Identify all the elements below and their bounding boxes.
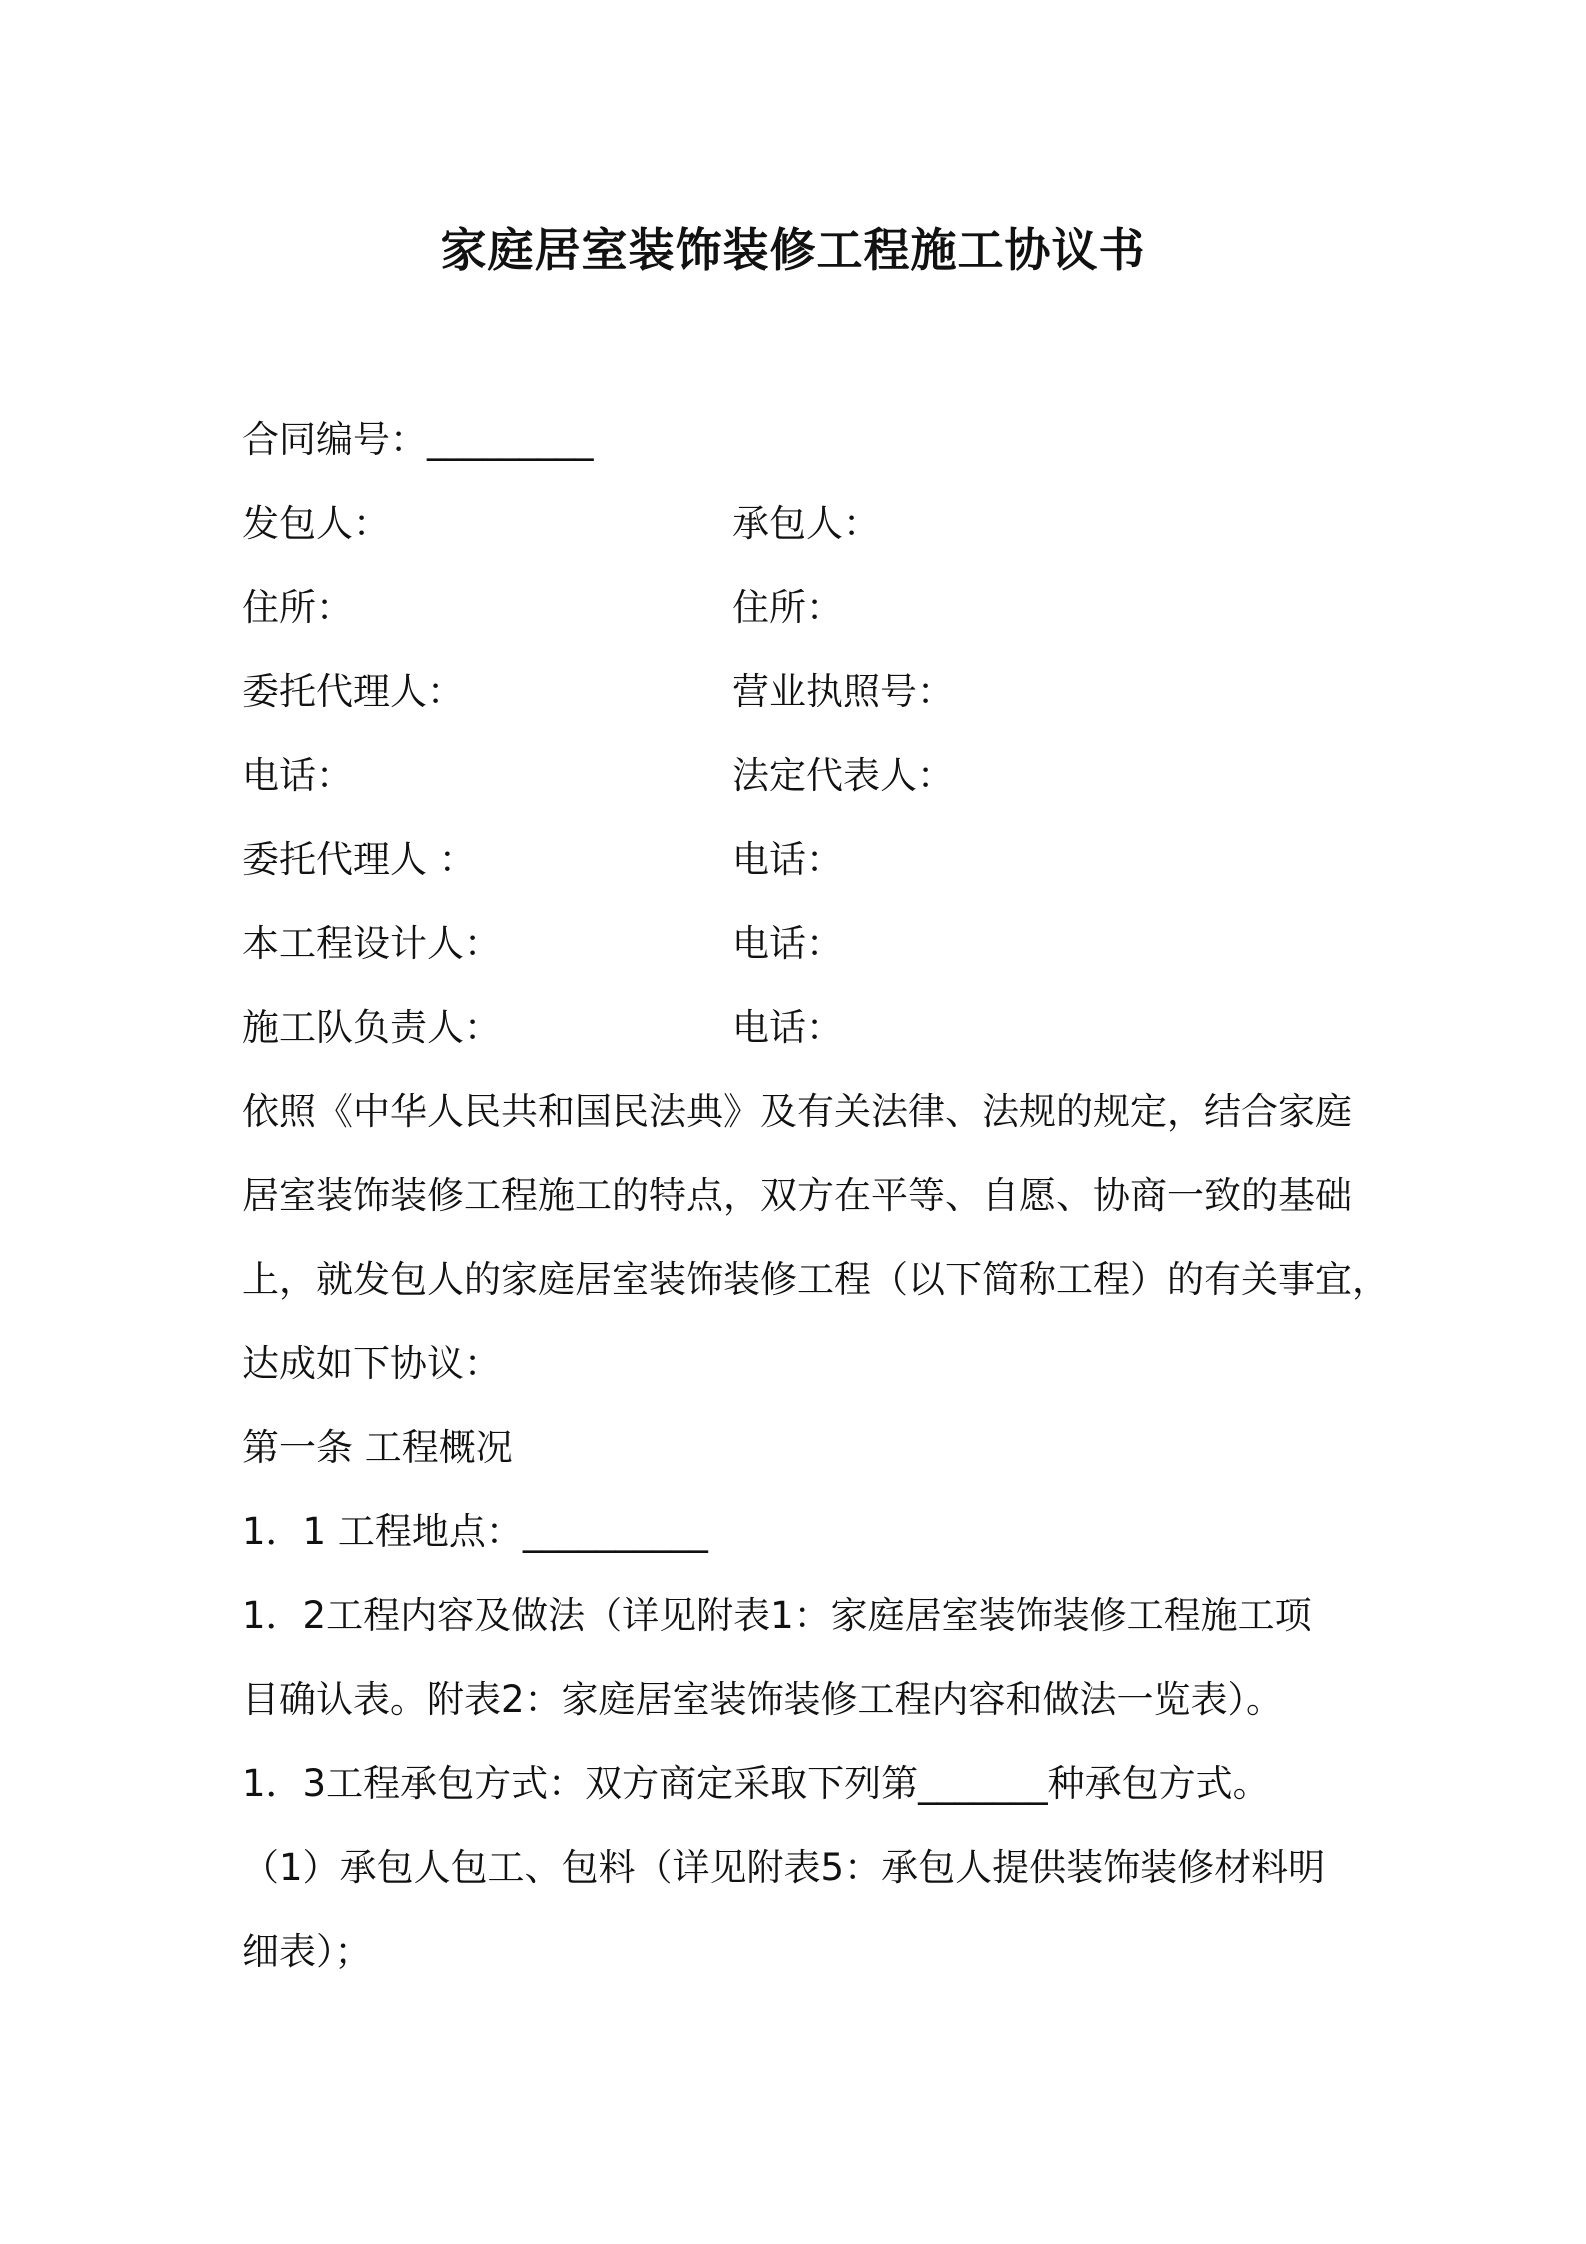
item-1-2-line-b: 目确认表。附表2：家庭居室装饰装修工程内容和做法一览表）。 xyxy=(242,1678,1284,1721)
preamble-line-2: 上，就发包人的家庭居室装饰装修工程（以下简称工程）的有关事宜， xyxy=(242,1258,1389,1301)
preamble-line-0: 依照《中华人民共和国民法典》及有关法律、法规的规定，结合家庭 xyxy=(242,1090,1352,1133)
party-right-3: 法定代表人： xyxy=(732,754,954,797)
party-left-2: 委托代理人： xyxy=(242,670,464,713)
party-left-1: 住所： xyxy=(242,586,353,629)
party-right-1: 住所： xyxy=(732,586,843,629)
document-title: 家庭居室装饰装修工程施工协议书 xyxy=(440,223,1146,277)
party-right-4: 电话： xyxy=(732,838,843,881)
item-1-3-1-line-a: （1）承包人包工、包料（详见附表5：承包人提供装饰装修材料明 xyxy=(242,1846,1326,1889)
contract-number: 合同编号：_________ xyxy=(242,418,594,461)
party-left-5: 本工程设计人： xyxy=(242,922,501,965)
party-left-6: 施工队负责人： xyxy=(242,1006,501,1049)
party-left-0: 发包人： xyxy=(242,502,390,545)
article-1-heading: 第一条 工程概况 xyxy=(242,1426,513,1469)
preamble-line-1: 居室装饰装修工程施工的特点，双方在平等、自愿、协商一致的基础 xyxy=(242,1174,1352,1217)
party-left-3: 电话： xyxy=(242,754,353,797)
party-left-4: 委托代理人 ： xyxy=(242,838,476,881)
party-right-2: 营业执照号： xyxy=(732,670,954,713)
party-right-6: 电话： xyxy=(732,1006,843,1049)
party-right-0: 承包人： xyxy=(732,502,880,545)
item-1-1: 1．1 工程地点：__________ xyxy=(242,1510,708,1553)
item-1-3-1-line-b: 细表）； xyxy=(242,1930,372,1973)
party-right-5: 电话： xyxy=(732,922,843,965)
item-1-3: 1．3工程承包方式：双方商定采取下列第_______种承包方式。 xyxy=(242,1762,1270,1805)
item-1-2-line-a: 1．2工程内容及做法（详见附表1：家庭居室装饰装修工程施工项 xyxy=(242,1594,1312,1637)
preamble-line-3: 达成如下协议： xyxy=(242,1342,501,1385)
